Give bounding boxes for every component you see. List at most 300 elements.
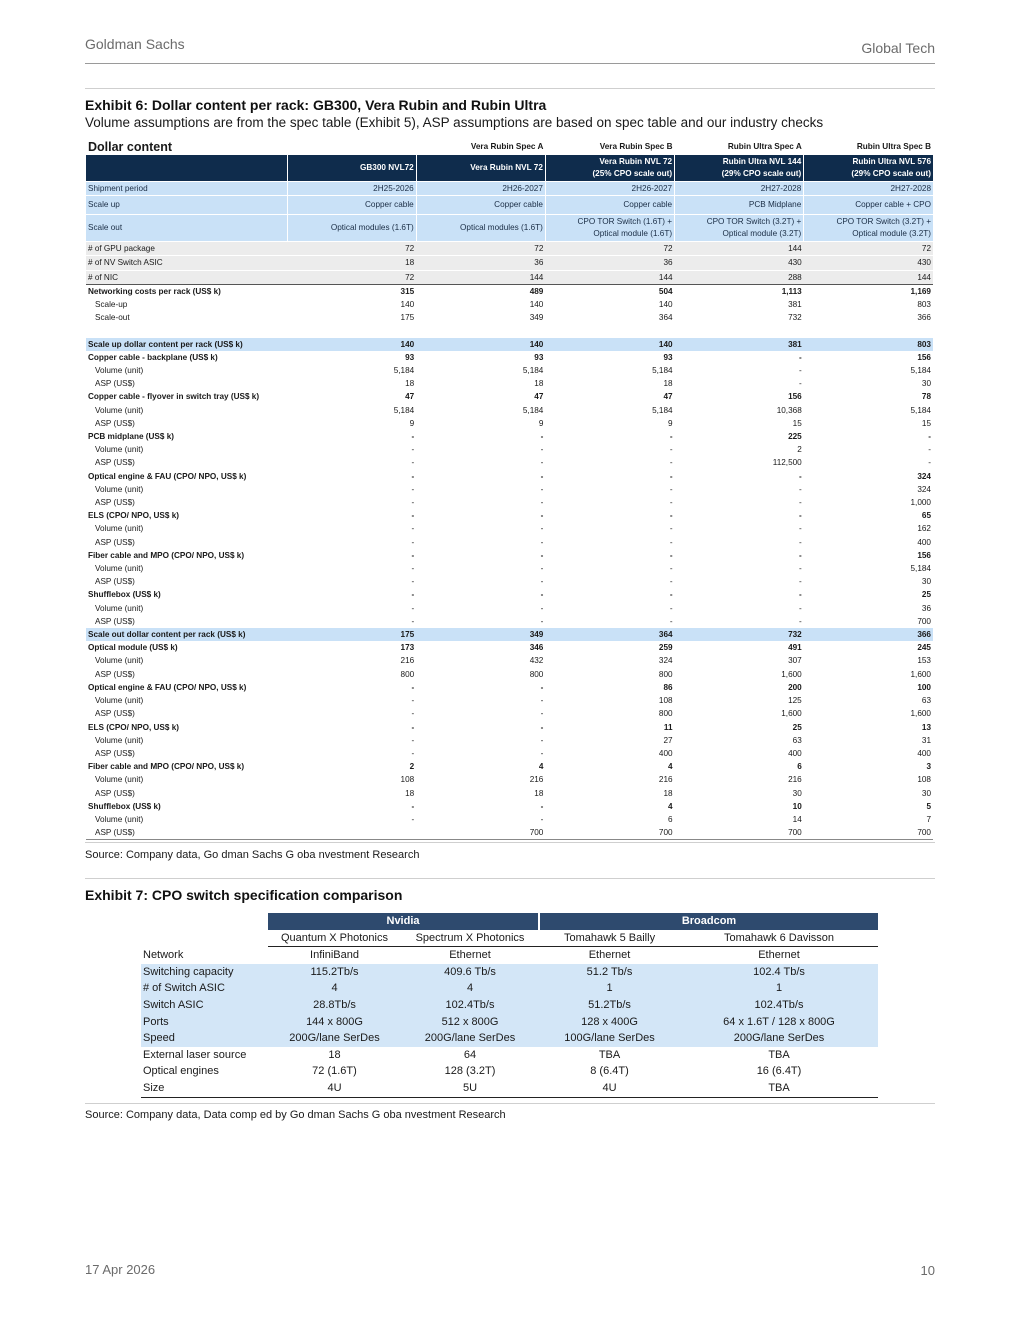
spec-label: Switching capacity	[141, 964, 268, 981]
row-value: 72	[287, 270, 416, 284]
row-value: 140	[416, 338, 545, 351]
row-label: Shufflebox (US$ k)	[88, 590, 161, 600]
table-row	[86, 707, 933, 720]
product-column-header: Tomahawk 5 Bailly	[539, 930, 680, 947]
row-value: 93	[534, 352, 544, 362]
row-value: 700	[917, 616, 931, 626]
row-value	[804, 215, 933, 242]
row-value: 11	[663, 722, 673, 732]
exhibit6-title: Exhibit 6: Dollar content per rack: GB300, Vera Rubin and Rubin Ultra	[85, 97, 547, 113]
row-value: -	[799, 537, 802, 547]
row-value: -	[669, 432, 673, 442]
row-value: 324	[658, 656, 673, 666]
row-value: -	[540, 814, 544, 824]
row-value: 288	[675, 270, 804, 284]
row-value: -	[411, 564, 415, 574]
row-value: 5,184	[522, 405, 544, 415]
table-row	[86, 483, 933, 496]
row-value: 153	[917, 656, 931, 666]
spec-label: External laser source	[143, 1048, 247, 1061]
row-label: Volume (unit)	[95, 735, 144, 745]
table-row	[86, 654, 933, 667]
row-value: -	[540, 682, 544, 692]
row-value: 125	[788, 696, 802, 706]
row-value: 430	[675, 256, 804, 270]
spec-value: 4U	[268, 1080, 401, 1097]
row-value: 245	[917, 643, 931, 653]
row-value: 140	[400, 300, 415, 310]
spec-value: InfiniBand	[310, 949, 359, 962]
row-label: Scale up dollar content per rack (US$ k)	[86, 338, 287, 351]
row-value: 6	[797, 762, 802, 772]
table-row	[86, 242, 933, 256]
row-value: 156	[917, 550, 931, 560]
row-value: -	[540, 748, 544, 758]
row-value: 108	[917, 775, 931, 785]
spec-value: 102.4Tb/s	[680, 997, 878, 1014]
row-label: Volume (unit)	[95, 775, 144, 785]
table-row	[86, 536, 933, 549]
spec-value: 18	[328, 1048, 341, 1061]
row-label: Volume (unit)	[95, 366, 144, 376]
row-value	[287, 826, 416, 840]
row-value: 93	[663, 352, 673, 362]
table-row	[86, 417, 933, 430]
row-value: 491	[788, 643, 802, 653]
row-value: 140	[545, 338, 674, 351]
row-value: 5,184	[393, 405, 415, 415]
row-value: -	[540, 550, 544, 560]
row-value: 144	[416, 270, 545, 284]
row-value: -	[540, 577, 544, 587]
row-value: -	[411, 801, 415, 811]
row-value: -	[411, 722, 415, 732]
row-value: -	[928, 458, 931, 468]
row-value: 1,600	[910, 669, 931, 679]
row-value: -	[669, 577, 673, 587]
row-value: -	[669, 445, 673, 455]
row-label: ASP (US$)	[95, 379, 135, 389]
row-value: -	[799, 524, 802, 534]
row-value: 1,169	[910, 286, 931, 296]
row-value: 18	[405, 788, 415, 798]
row-value: -	[669, 484, 673, 494]
row-value: -	[669, 471, 673, 481]
row-value: -	[411, 432, 415, 442]
platform-header	[416, 155, 545, 182]
row-value: 72	[287, 242, 416, 256]
row-value: -	[411, 498, 415, 508]
vendor-group-row	[141, 913, 878, 930]
row-label: ASP (US$)	[95, 577, 135, 587]
spec-value: 102.4Tb/s	[401, 997, 539, 1014]
row-value: -	[669, 498, 673, 508]
row-value: 200	[788, 682, 802, 692]
spec-label: Network	[143, 948, 184, 961]
platform-header-row	[86, 155, 933, 182]
row-value: 30	[792, 788, 802, 798]
table-row	[86, 787, 933, 800]
row-value: 700	[545, 826, 674, 840]
row-label: ELS (CPO/ NPO, US$ k)	[88, 511, 179, 521]
row-value: -	[669, 550, 673, 560]
row-label: ASP (US$)	[95, 748, 135, 758]
row-value: 18	[534, 788, 544, 798]
table-row	[86, 760, 933, 773]
row-value: 307	[788, 656, 802, 666]
spec-label: Vera Rubin Spec B	[599, 142, 673, 151]
table-row	[86, 311, 933, 324]
row-value: 2H27-2028	[675, 182, 804, 196]
row-value: 803	[917, 300, 931, 310]
row-value: 364	[545, 628, 674, 641]
row-value: -	[799, 511, 802, 521]
column-blank	[141, 930, 268, 947]
row-value: 346	[529, 643, 544, 653]
row-value-line1: CPO TOR Switch (3.2T) +	[836, 217, 931, 227]
row-label: Volume (unit)	[95, 564, 144, 574]
row-value: -	[928, 445, 931, 455]
row-value: 2	[797, 445, 802, 455]
row-value: -	[540, 484, 544, 494]
row-value: -	[799, 550, 802, 560]
row-value: -	[411, 445, 415, 455]
spec-row	[141, 997, 878, 1014]
row-value: -	[540, 735, 544, 745]
header-rule	[85, 63, 935, 64]
row-value: -	[411, 682, 415, 692]
row-value: 2H27-2028	[804, 182, 933, 196]
row-value: -	[799, 616, 802, 626]
row-value-line2: Optical module (1.6T)	[593, 229, 673, 239]
table-row	[86, 575, 933, 588]
row-value: PCB Midplane	[675, 196, 804, 215]
row-value: 31	[921, 735, 931, 745]
row-value: -	[799, 498, 802, 508]
row-value: 432	[529, 656, 544, 666]
row-value: 381	[788, 300, 802, 310]
row-value: 400	[917, 537, 931, 547]
row-value: 5	[926, 801, 931, 811]
row-value: 800	[658, 669, 673, 679]
spec-value: 51.2Tb/s	[539, 997, 680, 1014]
exhibit7-top-rule	[85, 878, 935, 879]
spec-value: 409.6 Tb/s	[401, 964, 539, 981]
table-row	[86, 509, 933, 522]
table-row	[86, 256, 933, 270]
row-value-line1: CPO TOR Switch (3.2T) +	[706, 217, 802, 227]
row-label: Scale out dollar content per rack (US$ k)	[86, 628, 287, 641]
row-value-line1: CPO TOR Switch (1.6T) +	[577, 217, 673, 227]
row-value: 5,184	[910, 405, 931, 415]
spec-row	[141, 980, 878, 997]
row-value: 315	[400, 286, 415, 296]
row-value: Copper cable	[416, 196, 545, 215]
spec-value: 102.4 Tb/s	[680, 964, 878, 981]
row-value: 10,368	[776, 405, 802, 415]
product-header-row	[141, 930, 878, 947]
product-column-header: Spectrum X Photonics	[401, 930, 539, 947]
page-number: 10	[920, 1263, 935, 1278]
row-value: -	[669, 511, 673, 521]
row-value: -	[411, 616, 415, 626]
spec-value: 4	[268, 980, 401, 997]
platform-header-line1: Rubin Ultra NVL 576	[852, 157, 931, 166]
row-value: -	[669, 590, 673, 600]
product-column-header: Tomahawk 6 Davisson	[680, 930, 878, 947]
row-value: -	[799, 484, 802, 494]
row-value: 5,184	[522, 366, 544, 376]
scale-up-row	[86, 196, 933, 215]
spacer-row	[86, 324, 933, 337]
row-label: Volume (unit)	[95, 524, 144, 534]
row-value: 216	[658, 775, 673, 785]
row-value: 400	[788, 748, 802, 758]
row-value: Copper cable + CPO	[804, 196, 933, 215]
spec-value: 1	[539, 980, 680, 997]
row-value: 86	[663, 682, 673, 692]
spec-value: 64 x 1.6T / 128 x 800G	[680, 1014, 878, 1031]
row-label: Copper cable - backplane (US$ k)	[88, 352, 218, 362]
row-value: 140	[287, 338, 416, 351]
row-value: -	[411, 537, 415, 547]
spec-row	[141, 947, 878, 964]
row-value: 10	[792, 801, 802, 811]
shipment-period-row	[86, 182, 933, 196]
row-value: -	[540, 432, 544, 442]
row-value: -	[669, 603, 673, 613]
row-value: 72	[545, 242, 674, 256]
table-row	[86, 813, 933, 826]
spec-value: 8 (6.4T)	[590, 1065, 629, 1078]
row-value: -	[540, 445, 544, 455]
row-value: 381	[675, 338, 804, 351]
table-row	[86, 351, 933, 364]
row-value: 1,000	[910, 498, 931, 508]
row-label: Fiber cable and MPO (CPO/ NPO, US$ k)	[88, 762, 245, 772]
row-value: 504	[658, 286, 673, 296]
row-value: 47	[405, 392, 415, 402]
row-value: 732	[675, 628, 804, 641]
row-value: -	[411, 577, 415, 587]
row-value: -	[411, 511, 415, 521]
row-value: 1,113	[781, 286, 802, 296]
row-value: 259	[658, 643, 673, 653]
row-value: Copper cable	[545, 196, 674, 215]
row-value: 366	[917, 313, 931, 323]
row-value: 800	[658, 709, 673, 719]
row-value: 173	[400, 643, 415, 653]
row-value: 489	[529, 286, 544, 296]
row-value: 18	[287, 256, 416, 270]
row-value: 30	[921, 788, 931, 798]
platform-header-line2: (29% CPO scale out)	[851, 169, 931, 178]
row-value: 400	[658, 748, 673, 758]
row-value: 700	[675, 826, 804, 840]
row-value: 400	[917, 748, 931, 758]
row-value: 30	[921, 379, 931, 389]
row-label: Scale-out	[95, 313, 130, 323]
spec-value: 128 (3.2T)	[444, 1065, 496, 1078]
row-value: 13	[921, 722, 931, 732]
row-label: ASP (US$)	[95, 458, 135, 468]
row-label: Copper cable - flyover in switch tray (US$ k)	[88, 392, 260, 402]
row-value: -	[669, 537, 673, 547]
row-label: Volume (unit)	[95, 696, 144, 706]
spec-value: 72 (1.6T)	[312, 1065, 357, 1078]
spec-label: Rubin Ultra Spec B	[856, 142, 931, 151]
spec-row	[141, 1014, 878, 1031]
row-value: 72	[804, 242, 933, 256]
table-row	[86, 734, 933, 747]
row-label: Optical engine & FAU (CPO/ NPO, US$ k)	[88, 471, 247, 481]
row-value: 175	[400, 313, 415, 323]
row-value: -	[411, 696, 415, 706]
row-value: -	[669, 616, 673, 626]
row-label: ASP (US$)	[95, 788, 135, 798]
table-row	[86, 270, 933, 284]
row-value: -	[540, 511, 544, 521]
table-row	[86, 628, 933, 641]
row-value: 15	[921, 418, 931, 428]
row-label: ASP (US$)	[95, 498, 135, 508]
row-value: 100	[917, 682, 931, 692]
dollar-content-table	[86, 139, 933, 840]
row-value: -	[540, 471, 544, 481]
spec-value: 144 x 800G	[268, 1014, 401, 1031]
row-label: PCB midplane (US$ k)	[88, 432, 174, 442]
table-row	[86, 470, 933, 483]
row-value: 349	[529, 313, 544, 323]
row-label: Shipment period	[86, 182, 287, 196]
row-value: 6	[668, 814, 673, 824]
row-value: 144	[804, 270, 933, 284]
row-label: Fiber cable and MPO (CPO/ NPO, US$ k)	[88, 550, 245, 560]
row-value: 78	[921, 392, 931, 402]
row-label: Scale-up	[95, 300, 128, 310]
row-value: -	[411, 471, 415, 481]
row-value: 2	[409, 762, 415, 772]
row-value: 800	[400, 669, 415, 679]
spec-value: 28.8Tb/s	[268, 997, 401, 1014]
row-label: ASP (US$)	[95, 669, 135, 679]
table-row	[86, 377, 933, 390]
row-value: -	[669, 524, 673, 534]
spec-value: 4	[401, 980, 539, 997]
table-row	[86, 641, 933, 654]
spec-value: 200G/lane SerDes	[401, 1030, 539, 1047]
spacer-cell	[86, 324, 933, 337]
row-value: -	[799, 379, 802, 389]
row-value: 732	[788, 313, 802, 323]
row-value: -	[540, 696, 544, 706]
row-value: Optical modules (1.6T)	[287, 215, 416, 242]
row-label: Scale up	[86, 196, 287, 215]
spec-value: 512 x 800G	[401, 1014, 539, 1031]
row-value: 108	[400, 775, 415, 785]
spec-row	[141, 1063, 878, 1080]
row-value: 18	[663, 788, 673, 798]
row-value: 4	[538, 762, 544, 772]
spec-value: 100G/lane SerDes	[539, 1030, 680, 1047]
row-value: 430	[804, 256, 933, 270]
table-row	[86, 588, 933, 601]
row-value: -	[669, 564, 673, 574]
table-row	[86, 430, 933, 443]
row-value: 324	[917, 471, 931, 481]
row-value: 700	[804, 826, 933, 840]
row-value: -	[799, 577, 802, 587]
table-row	[86, 298, 933, 311]
row-value: 5,184	[393, 366, 415, 376]
row-label: Shufflebox (US$ k)	[88, 801, 161, 811]
row-value: 4	[668, 801, 673, 811]
table-row	[86, 826, 933, 840]
row-label: ASP (US$)	[95, 709, 135, 719]
row-value: 5,184	[652, 405, 673, 415]
platform-header	[287, 155, 416, 182]
spec-label: Rubin Ultra Spec A	[727, 142, 802, 151]
row-value: -	[540, 524, 544, 534]
row-label: ASP (US$)	[95, 616, 135, 626]
row-value: -	[411, 603, 415, 613]
row-value: 25	[921, 590, 931, 600]
table-row	[86, 443, 933, 456]
row-value: 144	[675, 242, 804, 256]
row-value: 800	[529, 669, 544, 679]
row-value: 65	[921, 511, 931, 521]
spec-value: 1	[680, 980, 878, 997]
spec-value: TBA	[680, 1080, 878, 1097]
row-value	[675, 215, 804, 242]
spec-value: Ethernet	[588, 949, 631, 962]
row-value: -	[799, 366, 802, 376]
spec-value: 200G/lane SerDes	[268, 1030, 401, 1047]
table-row	[86, 522, 933, 535]
spec-row	[141, 1047, 878, 1064]
platform-header-line2: (25% CPO scale out)	[592, 169, 673, 178]
exhibit6-top-rule	[85, 88, 935, 89]
row-value: 30	[921, 577, 931, 587]
row-value: -	[540, 801, 544, 811]
row-label: ASP (US$)	[95, 537, 135, 547]
row-label: # of NV Switch ASIC	[86, 256, 287, 270]
row-value: 4	[668, 762, 673, 772]
row-value: 9	[409, 418, 415, 428]
row-value: 1,600	[781, 709, 802, 719]
row-value: 364	[658, 313, 673, 323]
spec-value: 115.2Tb/s	[268, 964, 401, 981]
row-value: 15	[792, 418, 802, 428]
row-value: 18	[663, 379, 673, 389]
spec-value: 64	[463, 1048, 477, 1061]
row-value: 47	[663, 392, 673, 402]
spec-label: Optical engines	[143, 1065, 219, 1078]
row-value: 5,184	[652, 366, 673, 376]
table-row	[86, 404, 933, 417]
exhibit7-bottom-rule	[85, 1103, 935, 1104]
row-value: 112,500	[772, 458, 802, 468]
row-value: -	[411, 484, 415, 494]
row-label: Volume (unit)	[95, 656, 144, 666]
spec-label	[287, 139, 416, 155]
row-value: 25	[792, 722, 802, 732]
row-value: 18	[534, 379, 544, 389]
spec-label-row	[86, 139, 933, 155]
row-value: -	[799, 471, 802, 481]
table-row	[86, 773, 933, 786]
row-value-line2: Optical module (3.2T)	[722, 229, 802, 239]
